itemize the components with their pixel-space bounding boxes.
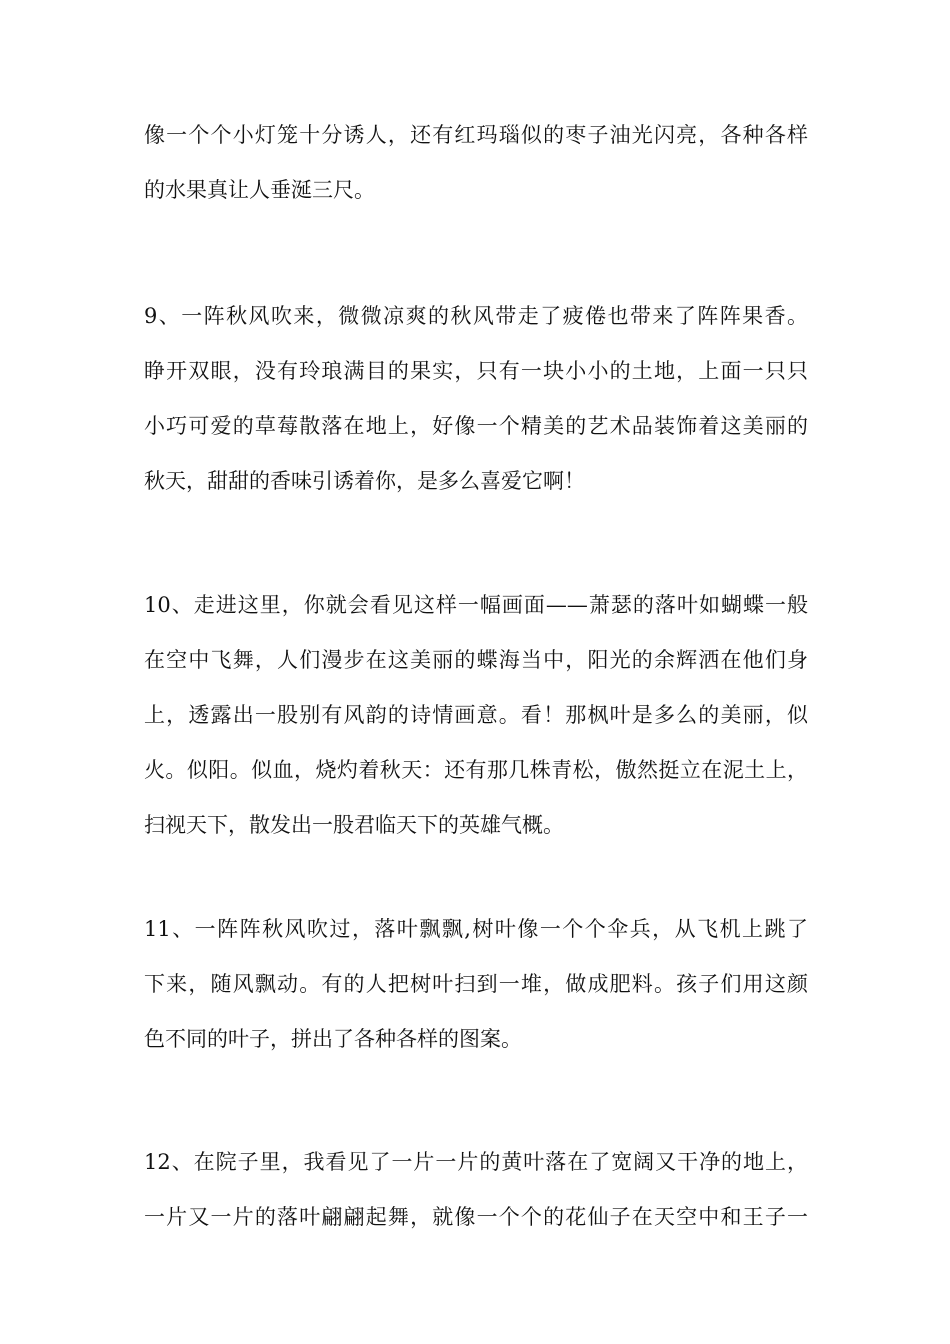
text-line: 睁开双眼，没有玲琅满目的果实，只有一块小小的土地，上面一只只 <box>144 359 808 383</box>
paragraph-12 <box>144 1135 808 1245</box>
text-line: 一片又一片的落叶翩翩起舞，就像一个个的花仙子在天空中和王子一 <box>144 1205 808 1229</box>
text-line: 12、在院子里，我看见了一片一片的黄叶落在了宽阔又干净的地上， <box>144 1150 808 1174</box>
paragraph-11 <box>144 902 808 1067</box>
text-line: 10、走进这里，你就会看见这样一幅画面——萧瑟的落叶如蝴蝶一般 <box>144 593 808 617</box>
text-line: 扫视天下，散发出一股君临天下的英雄气概。 <box>144 813 564 837</box>
text-line: 火。似阳。似血，烧灼着秋天：还有那几株青松，傲然挺立在泥土上， <box>144 758 808 782</box>
text-line: 9、一阵秋风吹来，微微凉爽的秋风带走了疲倦也带来了阵阵果香。 <box>144 304 808 328</box>
text-line: 像一个个小灯笼十分诱人，还有红玛瑙似的枣子油光闪亮，各种各样 <box>144 123 808 147</box>
text-line: 在空中飞舞，人们漫步在这美丽的蝶海当中，阳光的余辉洒在他们身 <box>144 648 808 672</box>
text-line: 11、一阵阵秋风吹过，落叶飘飘,树叶像一个个伞兵，从飞机上跳了 <box>144 917 808 941</box>
text-line: 下来，随风飘动。有的人把树叶扫到一堆，做成肥料。孩子们用这颜 <box>144 972 808 996</box>
text-line: 小巧可爱的草莓散落在地上，好像一个精美的艺术品装饰着这美丽的 <box>144 414 808 438</box>
paragraph-10 <box>144 578 808 853</box>
paragraph-9 <box>144 289 808 509</box>
text-line: 秋天，甜甜的香味引诱着你，是多么喜爱它啊！ <box>144 469 585 493</box>
paragraph-8-continued <box>144 108 808 218</box>
text-line: 上，透露出一股别有风韵的诗情画意。看！那枫叶是多么的美丽，似 <box>144 703 808 727</box>
text-line: 色不同的叶子，拼出了各种各样的图案。 <box>144 1027 522 1051</box>
text-line: 的水果真让人垂涎三尺。 <box>144 178 375 202</box>
